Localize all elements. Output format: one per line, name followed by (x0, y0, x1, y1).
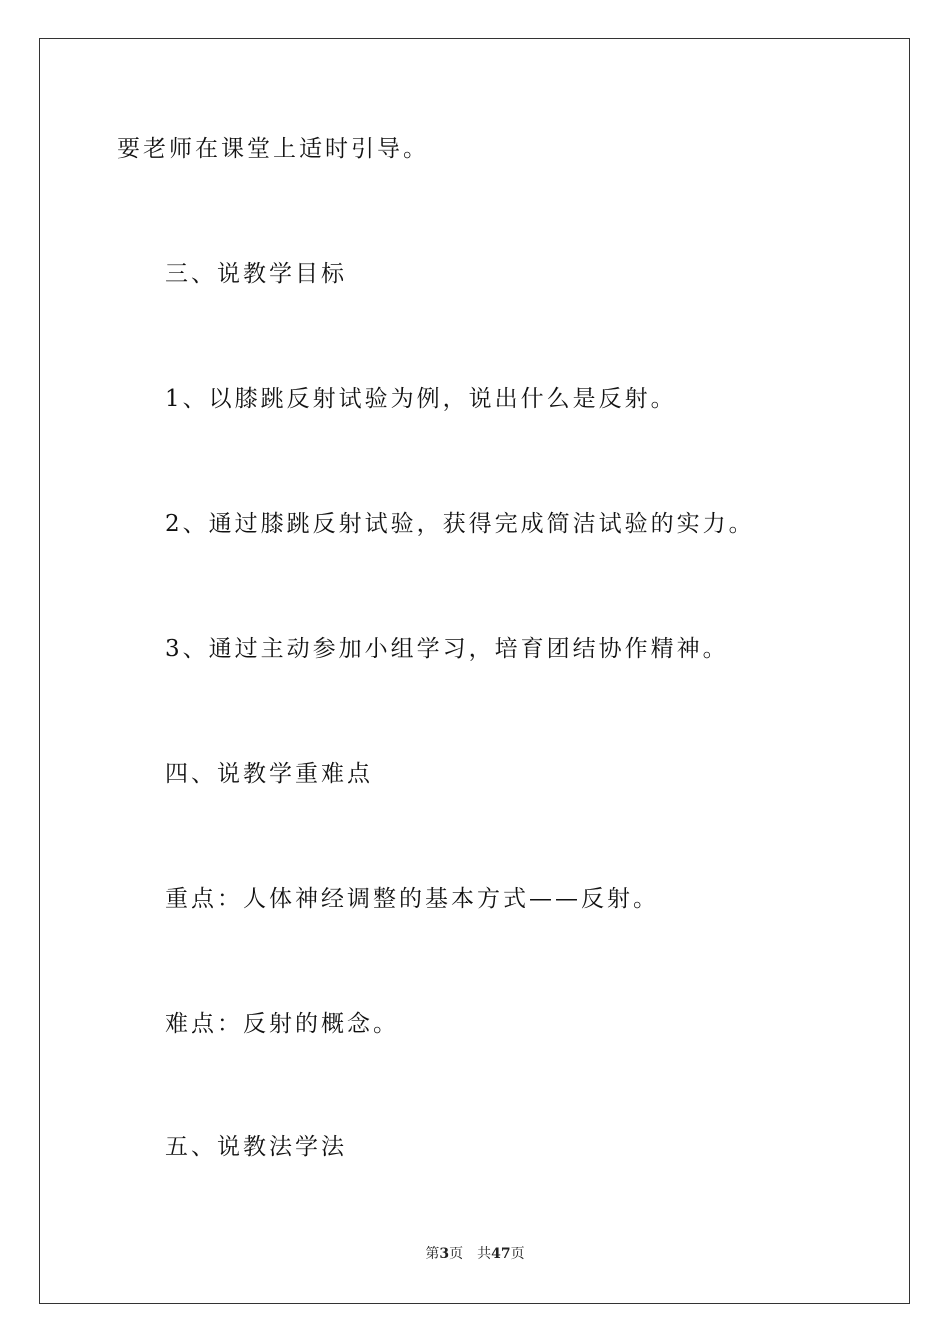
paragraph-1: 要老师在课堂上适时引导。 (117, 136, 429, 162)
goal-item-1: 1、以膝跳反射试验为例，说出什么是反射。 (165, 386, 677, 412)
footer-suffix: 页 (510, 1246, 525, 1262)
key-point: 重点：人体神经调整的基本方式——反射。 (165, 886, 659, 912)
total-page-count: 47 (491, 1246, 511, 1262)
section-heading-methods: 五、说教法学法 (165, 1134, 347, 1160)
section-heading-key-points: 四、说教学重难点 (165, 761, 373, 787)
section-heading-teaching-goals: 三、说教学目标 (165, 261, 347, 287)
page-footer (0, 1244, 950, 1264)
difficult-point: 难点：反射的概念。 (165, 1011, 399, 1037)
footer-prefix: 第 (425, 1246, 440, 1262)
current-page-number: 3 (439, 1246, 450, 1262)
goal-item-2: 2、通过膝跳反射试验，获得完成简洁试验的实力。 (165, 511, 755, 537)
goal-item-3: 3、通过主动参加小组学习，培育团结协作精神。 (165, 636, 729, 662)
page-border (39, 38, 910, 1304)
footer-mid: 页 共 (449, 1246, 492, 1262)
